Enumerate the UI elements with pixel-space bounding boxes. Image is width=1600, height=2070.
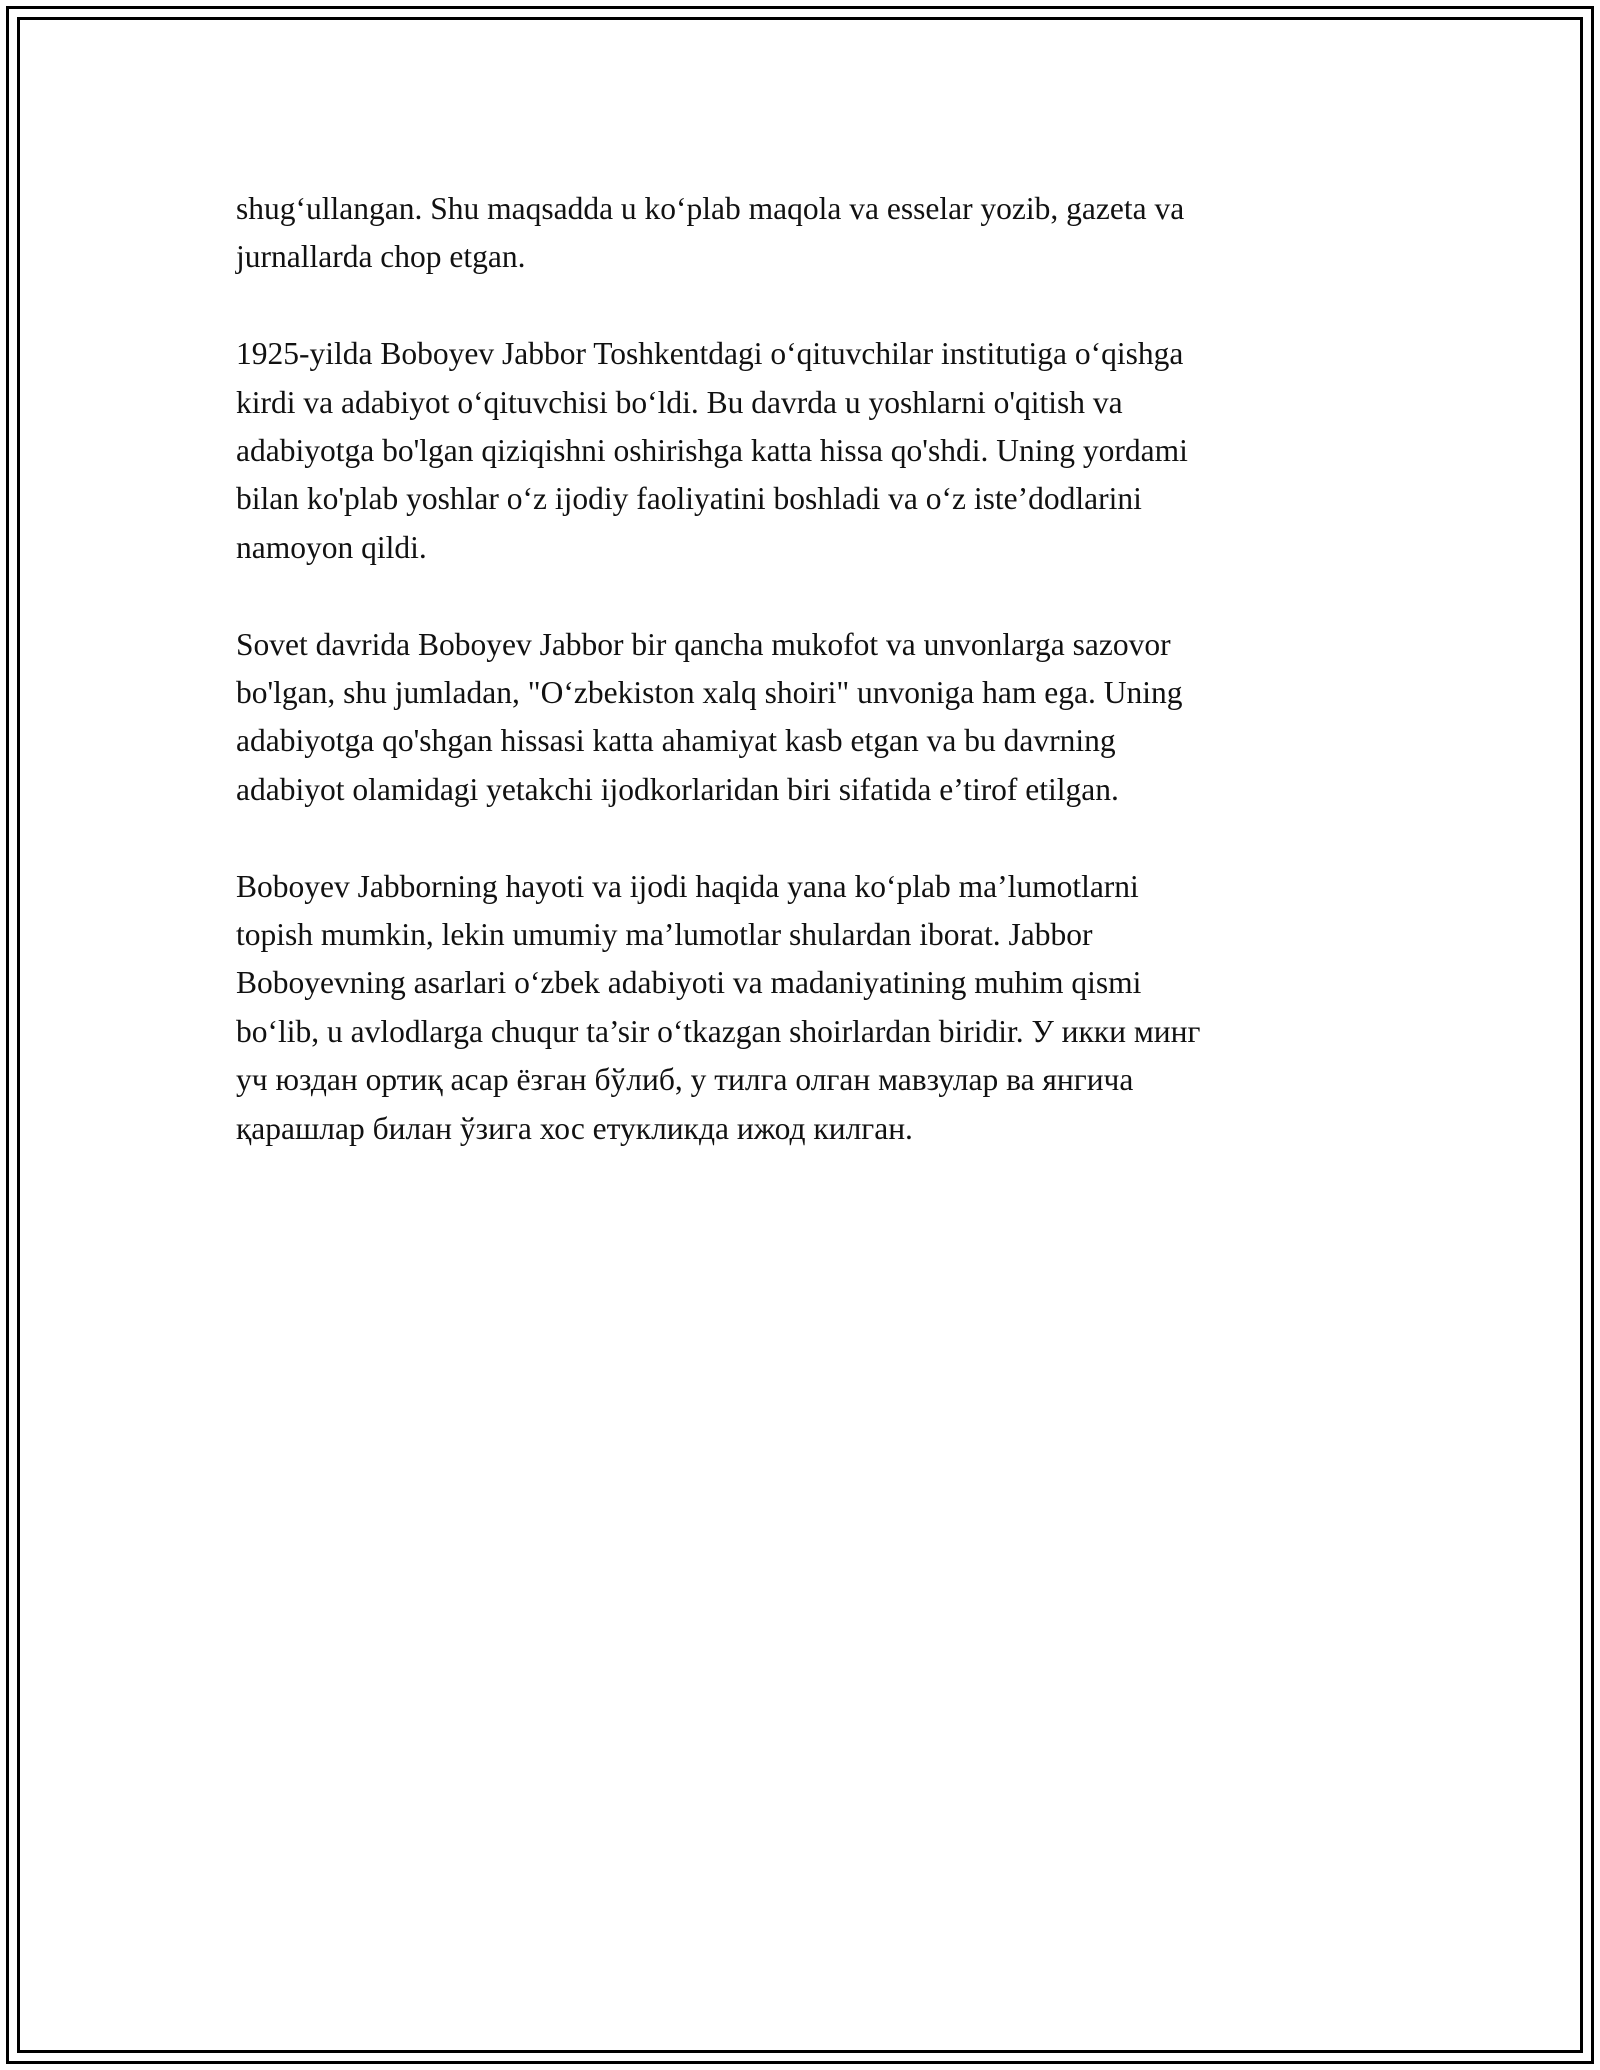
text-line: adabiyotga qo'shgan hissasi katta ahamiyat kasb etgan va bu davrning [236,723,1116,759]
text-line: adabiyot olamidagi yetakchi ijodkorlaridan biri sifatida e’tirof etilgan. [236,771,1119,807]
text-line: уч юздан ортиқ асар ёзган бўлиб, у тилга олган мавзулар ва янгича [236,1062,1134,1098]
text-line: topish mumkin, lekin umumiy ma’lumotlar shulardan iborat. Jabbor [236,917,1093,953]
text-line: 1925-yilda Boboyev Jabbor Toshkentdagi o‘qituvchilar institutiga o‘qishga [236,336,1184,372]
paragraph [236,863,1386,1153]
text-line: Boboyevning asarlari o‘zbek adabiyoti va madaniyatining muhim qismi [236,965,1142,1001]
text-line: bo‘lib, u avlodlarga chuqur ta’sir o‘tkazgan shoirlardan biridir. У икки минг [236,1013,1201,1049]
text-line: kirdi va adabiyot o‘qituvchisi bo‘ldi. Bu davrda u yoshlarni o'qitish va [236,384,1123,420]
text-line: bilan ko'plab yoshlar o‘z ijodiy faoliyatini boshladi va o‘z iste’dodlarini [236,481,1142,517]
text-line: adabiyotga bo'lgan qiziqishni oshirishga katta hissa qo'shdi. Uning yordami [236,433,1188,469]
document-body [236,185,1386,1201]
text-line: bo'lgan, shu jumladan, "O‘zbekiston xalq shoiri" unvoniga ham ega. Uning [236,675,1183,711]
text-line: қарашлар билан ўзига хос етукликда ижод килган. [236,1110,913,1146]
paragraph [236,330,1386,572]
text-line: namoyon qildi. [236,529,427,565]
text-line: Boboyev Jabborning hayoti va ijodi haqida yana ko‘plab ma’lumotlarni [236,868,1139,904]
paragraph [236,621,1386,815]
text-line: jurnallarda chop etgan. [236,239,526,275]
text-line: shug‘ullangan. Shu maqsadda u ko‘plab maqola va esselar yozib, gazeta va [236,191,1185,226]
text-line: Sovet davrida Boboyev Jabbor bir qancha mukofot va unvonlarga sazovor [236,626,1171,662]
paragraph [236,185,1386,282]
